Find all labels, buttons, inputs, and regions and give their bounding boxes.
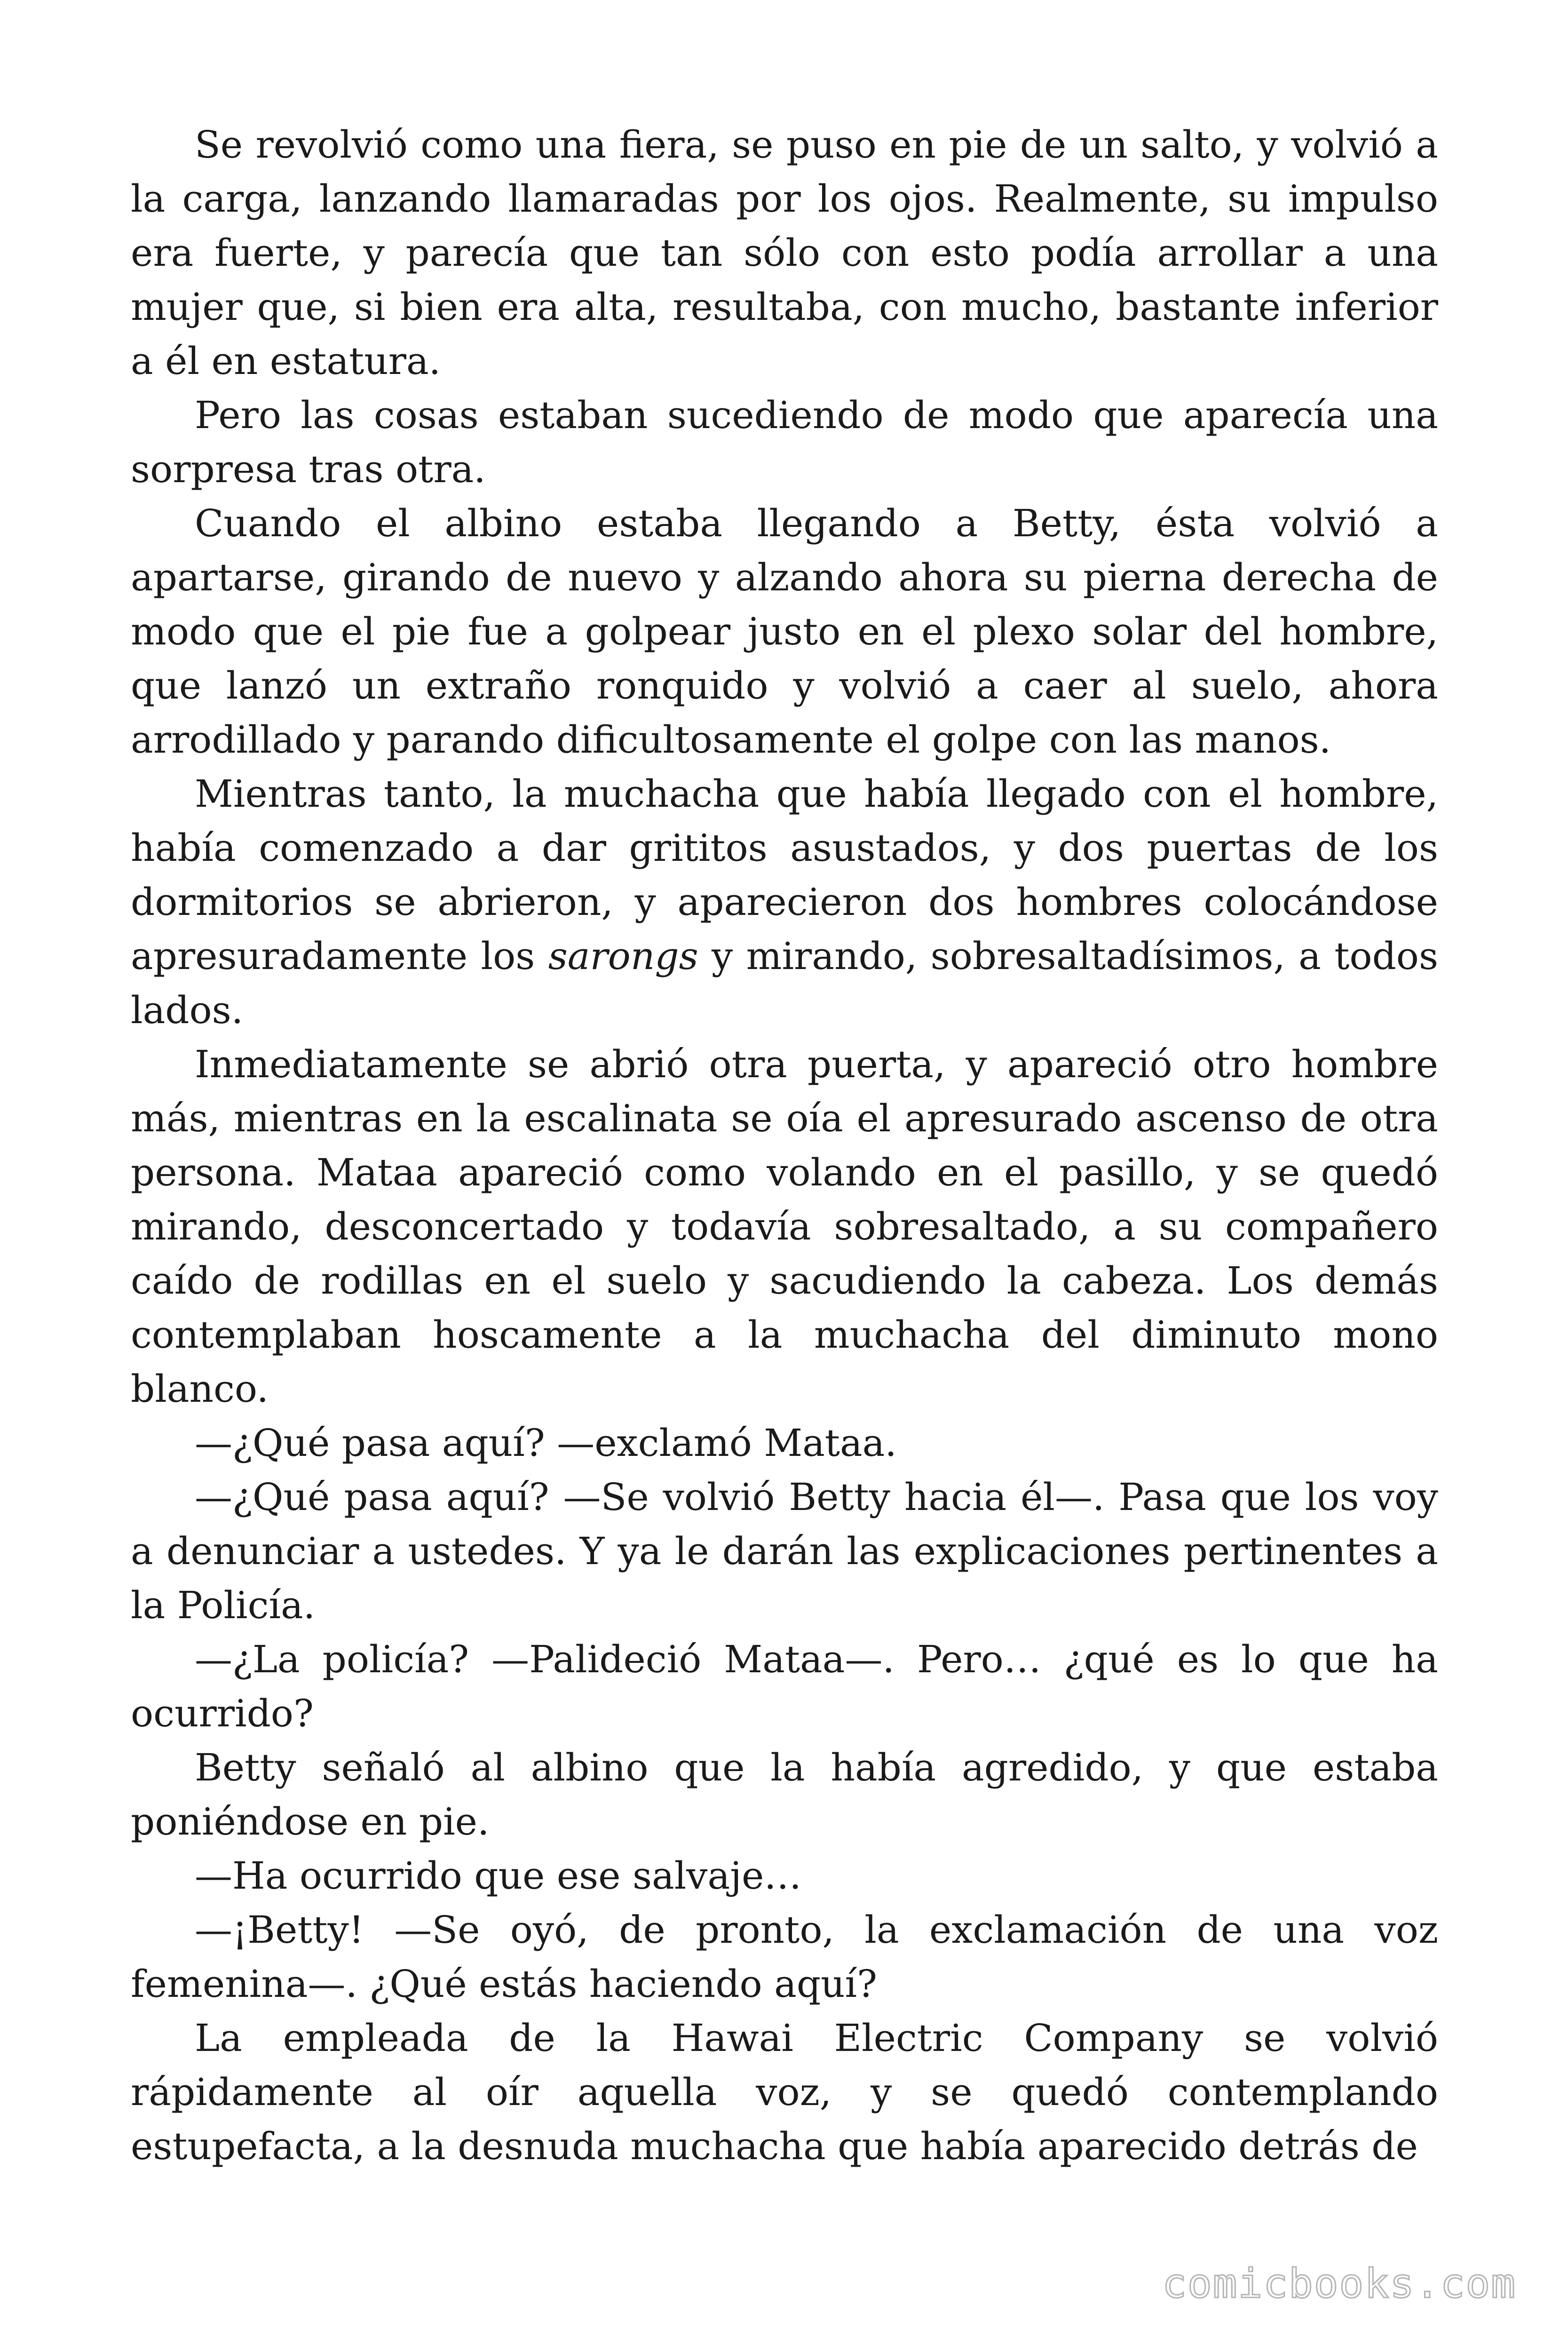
body-text	[131, 118, 1438, 2173]
paragraph: —¿La policía? —Palideció Mataa—. Pero… ¿qué es lo que ha ocurrido?	[131, 1637, 1438, 1735]
paragraph: Cuando el albino estaba llegando a Betty, ésta volvió a apartarse, girando de nuevo y alzando ahora su pierna derecha de modo que el pie fue a golpear justo en el plexo solar del hombre, que lanzó un extraño ronquido y volvió a caer al suelo, ahora arrodillado y parando dificultosamente el golpe con las manos.	[131, 501, 1438, 762]
italic-word: sarongs	[548, 934, 698, 978]
watermark: comicbooks.com	[1162, 2260, 1516, 2307]
paragraph: —¡Betty! —Se oyó, de pronto, la exclamación de una voz femenina—. ¿Qué estás haciendo aquí?	[131, 1908, 1438, 2006]
paragraph: —¿Qué pasa aquí? —exclamó Mataa.	[195, 1421, 897, 1465]
paragraph: Betty señaló al albino que la había agredido, y que estaba poniéndose en pie.	[131, 1746, 1438, 1843]
paragraph: Inmediatamente se abrió otra puerta, y apareció otro hombre más, mientras en la escalinata se oía el apresurado ascenso de otra persona. Mataa apareció como volando en el pasillo, y se quedó mirando, desconcertado y todavía sobresaltado, a su compañero caído de rodillas en el suelo y sacudiendo la cabeza. Los demás contemplaban hoscamente a la muchacha del diminuto mono blanco.	[131, 1042, 1438, 1411]
paragraph: —Ha ocurrido que ese salvaje…	[195, 1854, 802, 1898]
paragraph-text: y mirando, sobresaltadísimos, a todos lados.	[131, 934, 1438, 1032]
paragraph: Se revolvió como una fiera, se puso en pie de un salto, y volvió a la carga, lanzando llamaradas por los ojos. Realmente, su impulso era fuerte, y parecía que tan sólo con esto podía arrollar a una mujer que, si bien era alta, resultaba, con mucho, bastante inferior a él en estatura.	[131, 123, 1438, 383]
paragraph: —¿Qué pasa aquí? —Se volvió Betty hacia él—. Pasa que los voy a denunciar a ustedes. Y ya le darán las explicaciones pertinentes a la Policía.	[131, 1475, 1438, 1627]
paragraph-text: Mientras tanto, la muchacha que había llegado con el hombre, había comenzado a dar grititos asustados, y dos puertas de los dormitorios se abrieron, y aparecieron dos hombres colocándose apresuradamente los	[131, 772, 1438, 978]
paragraph: La empleada de la Hawai Electric Company se volvió rápidamente al oír aquella voz, y se quedó contemplando estupefacta, a la desnuda muchacha que había aparecido detrás de	[131, 2016, 1438, 2168]
paragraph	[131, 767, 1438, 1037]
paragraph: Pero las cosas estaban sucediendo de modo que aparecía una sorpresa tras otra.	[131, 393, 1438, 491]
